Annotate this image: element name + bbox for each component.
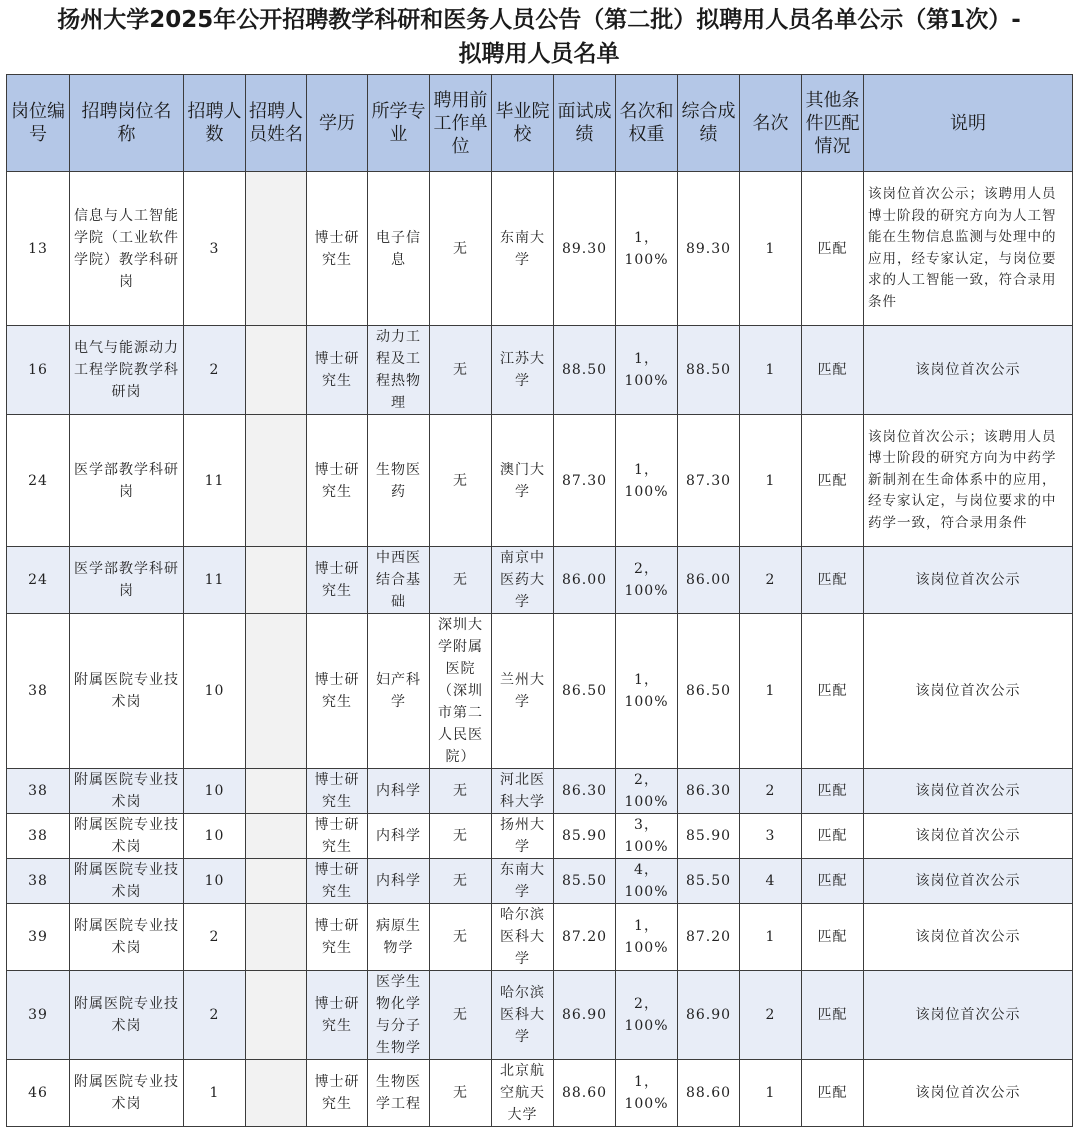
post-name-cell: 附属医院专业技术岗 [70,814,184,859]
candidate-name-cell [246,814,307,859]
employer-cell: 无 [430,326,492,415]
interview-score-cell: 87.20 [554,904,616,971]
major-cell: 生物医学工程 [368,1060,430,1127]
candidate-name-cell [246,415,307,547]
interview-score-cell: 88.50 [554,326,616,415]
rank-cell: 1 [740,415,802,547]
recruit-count-cell: 10 [184,859,246,904]
major-cell: 内科学 [368,814,430,859]
major-cell: 内科学 [368,769,430,814]
post-name-cell: 信息与人工智能学院（工业软件学院）教学科研岗 [70,172,184,326]
post-name-cell: 附属医院专业技术岗 [70,859,184,904]
col-total-score-header: 综合成绩 [678,75,740,172]
match-status-cell: 匹配 [802,859,864,904]
major-cell: 中西医结合基础 [368,547,430,614]
school-cell: 南京中医药大学 [492,547,554,614]
match-status-cell: 匹配 [802,1060,864,1127]
col-post-name-header: 招聘岗位名称 [70,75,184,172]
note-cell: 该岗位首次公示 [864,1060,1073,1127]
rank-weight-cell: 2，100% [616,971,678,1060]
table-row [7,769,1073,814]
post-name-cell: 附属医院专业技术岗 [70,971,184,1060]
col-education-header: 学历 [307,75,368,172]
recruit-count-cell: 11 [184,547,246,614]
col-employer-header: 聘用前工作单位 [430,75,492,172]
school-cell: 北京航空航天大学 [492,1060,554,1127]
col-rank-header: 名次 [740,75,802,172]
school-cell: 东南大学 [492,172,554,326]
school-cell: 江苏大学 [492,326,554,415]
employer-cell: 无 [430,547,492,614]
col-school-header: 毕业院校 [492,75,554,172]
rank-cell: 4 [740,859,802,904]
match-status-cell: 匹配 [802,172,864,326]
total-score-cell: 87.20 [678,904,740,971]
rank-weight-cell: 3，100% [616,814,678,859]
title-line-2: 拟聘用人员名单 [458,41,620,67]
match-status-cell: 匹配 [802,326,864,415]
interview-score-cell: 85.50 [554,859,616,904]
post-name-cell: 附属医院专业技术岗 [70,769,184,814]
education-cell: 博士研究生 [307,814,368,859]
note-cell: 该岗位首次公示 [864,326,1073,415]
col-count-header: 招聘人数 [184,75,246,172]
total-score-cell: 89.30 [678,172,740,326]
match-status-cell: 匹配 [802,769,864,814]
education-cell: 博士研究生 [307,904,368,971]
note-cell: 该岗位首次公示；该聘用人员博士阶段的研究方向为人工智能在生物信息监测与处理中的应用，经专家认定，与岗位要求的人工智能一致，符合录用条件 [864,172,1073,326]
post-name-cell: 医学部教学科研岗 [70,547,184,614]
post-id-cell: 38 [7,614,70,769]
post-id-cell: 38 [7,814,70,859]
interview-score-cell: 88.60 [554,1060,616,1127]
post-id-cell: 16 [7,326,70,415]
match-status-cell: 匹配 [802,547,864,614]
interview-score-cell: 86.30 [554,769,616,814]
note-cell: 该岗位首次公示 [864,814,1073,859]
note-cell: 该岗位首次公示；该聘用人员博士阶段的研究方向为中药学新制剂在生命体系中的应用，经专家认定，与岗位要求的中药学一致，符合录用条件 [864,415,1073,547]
note-cell: 该岗位首次公示 [864,971,1073,1060]
education-cell: 博士研究生 [307,971,368,1060]
total-score-cell: 86.00 [678,547,740,614]
education-cell: 博士研究生 [307,415,368,547]
education-cell: 博士研究生 [307,769,368,814]
post-name-cell: 附属医院专业技术岗 [70,1060,184,1127]
table-row [7,971,1073,1060]
candidate-name-cell [246,1060,307,1127]
col-name-header: 招聘人员姓名 [246,75,307,172]
total-score-cell: 85.50 [678,859,740,904]
rank-cell: 2 [740,547,802,614]
note-cell: 该岗位首次公示 [864,904,1073,971]
note-cell: 该岗位首次公示 [864,769,1073,814]
table-row [7,1060,1073,1127]
total-score-cell: 86.30 [678,769,740,814]
employer-cell: 深圳大学附属医院（深圳市第二人民医院） [430,614,492,769]
interview-score-cell: 89.30 [554,172,616,326]
employer-cell: 无 [430,1060,492,1127]
recruit-count-cell: 11 [184,415,246,547]
hiring-table [6,74,1073,1127]
candidate-name-cell [246,614,307,769]
post-name-cell: 附属医院专业技术岗 [70,904,184,971]
table-row [7,415,1073,547]
header-row [7,75,1073,172]
rank-weight-cell: 2，100% [616,769,678,814]
table-row [7,326,1073,415]
rank-weight-cell: 1，100% [616,326,678,415]
post-name-cell: 附属医院专业技术岗 [70,614,184,769]
rank-weight-cell: 1，100% [616,1060,678,1127]
table-row [7,904,1073,971]
total-score-cell: 85.90 [678,814,740,859]
candidate-name-cell [246,904,307,971]
post-id-cell: 24 [7,547,70,614]
col-rank-weight-header: 名次和权重 [616,75,678,172]
rank-weight-cell: 1，100% [616,415,678,547]
interview-score-cell: 86.90 [554,971,616,1060]
match-status-cell: 匹配 [802,971,864,1060]
total-score-cell: 86.90 [678,971,740,1060]
rank-cell: 3 [740,814,802,859]
major-cell: 生物医药 [368,415,430,547]
rank-cell: 2 [740,971,802,1060]
match-status-cell: 匹配 [802,814,864,859]
employer-cell: 无 [430,814,492,859]
rank-weight-cell: 1，100% [616,172,678,326]
candidate-name-cell [246,326,307,415]
table-row [7,547,1073,614]
match-status-cell: 匹配 [802,415,864,547]
total-score-cell: 86.50 [678,614,740,769]
title-line-1: 扬州大学2025年公开招聘教学科研和医务人员公告（第二批）拟聘用人员名单公示（第1次）- [57,7,1021,33]
school-cell: 哈尔滨医科大学 [492,971,554,1060]
employer-cell: 无 [430,859,492,904]
major-cell: 内科学 [368,859,430,904]
total-score-cell: 87.30 [678,415,740,547]
recruit-count-cell: 10 [184,769,246,814]
candidate-name-cell [246,971,307,1060]
post-id-cell: 13 [7,172,70,326]
post-id-cell: 46 [7,1060,70,1127]
major-cell: 电子信息 [368,172,430,326]
major-cell: 病原生物学 [368,904,430,971]
education-cell: 博士研究生 [307,547,368,614]
school-cell: 兰州大学 [492,614,554,769]
note-cell: 该岗位首次公示 [864,859,1073,904]
candidate-name-cell [246,547,307,614]
school-cell: 扬州大学 [492,814,554,859]
employer-cell: 无 [430,971,492,1060]
rank-cell: 1 [740,614,802,769]
recruit-count-cell: 10 [184,614,246,769]
employer-cell: 无 [430,769,492,814]
note-cell: 该岗位首次公示 [864,614,1073,769]
employer-cell: 无 [430,172,492,326]
note-cell: 该岗位首次公示 [864,547,1073,614]
post-id-cell: 38 [7,769,70,814]
page-title [6,0,1072,74]
recruit-count-cell: 3 [184,172,246,326]
school-cell: 河北医科大学 [492,769,554,814]
education-cell: 博士研究生 [307,326,368,415]
rank-cell: 1 [740,326,802,415]
col-interview-score-header: 面试成绩 [554,75,616,172]
table-row [7,172,1073,326]
interview-score-cell: 86.50 [554,614,616,769]
col-post-id-header: 岗位编号 [7,75,70,172]
rank-weight-cell: 4，100% [616,859,678,904]
post-id-cell: 38 [7,859,70,904]
post-name-cell: 电气与能源动力工程学院教学科研岗 [70,326,184,415]
match-status-cell: 匹配 [802,614,864,769]
rank-cell: 2 [740,769,802,814]
interview-score-cell: 86.00 [554,547,616,614]
interview-score-cell: 87.30 [554,415,616,547]
match-status-cell: 匹配 [802,904,864,971]
recruit-count-cell: 2 [184,971,246,1060]
rank-weight-cell: 1，100% [616,614,678,769]
rank-weight-cell: 1，100% [616,904,678,971]
rank-cell: 1 [740,1060,802,1127]
school-cell: 澳门大学 [492,415,554,547]
recruit-count-cell: 2 [184,904,246,971]
education-cell: 博士研究生 [307,1060,368,1127]
rank-weight-cell: 2，100% [616,547,678,614]
employer-cell: 无 [430,415,492,547]
post-name-cell: 医学部教学科研岗 [70,415,184,547]
col-match-header: 其他条件匹配情况 [802,75,864,172]
major-cell: 妇产科学 [368,614,430,769]
candidate-name-cell [246,859,307,904]
table-row [7,859,1073,904]
post-id-cell: 39 [7,904,70,971]
recruit-count-cell: 1 [184,1060,246,1127]
recruit-count-cell: 2 [184,326,246,415]
major-cell: 动力工程及工程热物理 [368,326,430,415]
candidate-name-cell [246,172,307,326]
total-score-cell: 88.50 [678,326,740,415]
school-cell: 哈尔滨医科大学 [492,904,554,971]
school-cell: 东南大学 [492,859,554,904]
employer-cell: 无 [430,904,492,971]
education-cell: 博士研究生 [307,172,368,326]
table-row [7,814,1073,859]
major-cell: 医学生物化学与分子生物学 [368,971,430,1060]
interview-score-cell: 85.90 [554,814,616,859]
post-id-cell: 39 [7,971,70,1060]
table-row [7,614,1073,769]
col-note-header: 说明 [864,75,1073,172]
education-cell: 博士研究生 [307,614,368,769]
education-cell: 博士研究生 [307,859,368,904]
rank-cell: 1 [740,904,802,971]
post-id-cell: 24 [7,415,70,547]
total-score-cell: 88.60 [678,1060,740,1127]
col-major-header: 所学专业 [368,75,430,172]
recruit-count-cell: 10 [184,814,246,859]
candidate-name-cell [246,769,307,814]
rank-cell: 1 [740,172,802,326]
